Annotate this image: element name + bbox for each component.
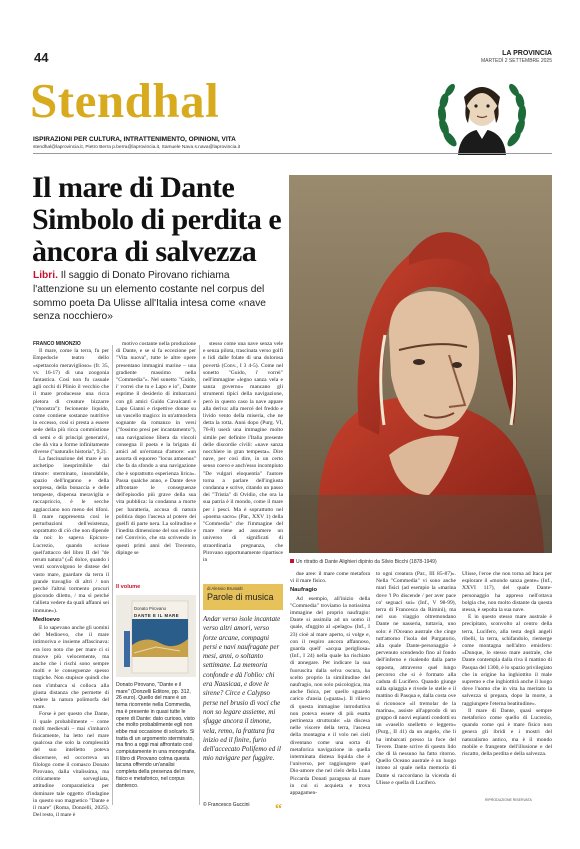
contact-emails: stendhal@laprovincia.it, Pietro Berra p.berra@laprovincia.it, Samuele Nava s.nava@laprovincia.it <box>33 145 241 150</box>
article-paragraph: La fascinazione del mare è un archetipo inesprimibile dal timore: sterminato, insondabile, spazio dell'inganno e della sorpresa, della bonaccia e delle tempeste, dispensa meraviglia e raccapriccio, è le secche aggiacciano non meno dei tifoni. Il mare rappresenta così le perturbazioni dell'esistenza, soprattutto di ciò che non dipende da noi: lo sapeva Epicuro-Lucrezio, quando scrisse quell'attacco del libro II del "de rerum natura" («È dolce, quando i venti sconvolgono le distese del vasto mare, guardare da terra il grande travaglio di altri / non perché l'altrui tormento procuri giocondo diletto, / ma sì perché t'allieta vedere da quali affanni sei immune»). <box>33 456 109 614</box>
quote-icon: “ <box>275 802 282 817</box>
caption-marker <box>290 559 294 563</box>
stendhal-portrait-logo <box>430 77 534 155</box>
article-paragraph: motivo costante nella produzione di Dante, e se si fa eccezione per "Vita nuova", tutte le altre opere presentano immagini marine – una gradiente massimo nella "Commedia"». Nel sonetto "Guido, i' vorrei che tu e Lapo e io", Dante esprime il desiderio di imbarcarsi con gli amici Guido Cavalcanti e Lapo Gianni e rispettive donne su un vascello magico: in un'atmosfera sognante da romanzo in versi ("fossimo presi per incantamento"), una navigazione libera da vincoli consegna il poeta e la brigata di amici ad un'erranza d'amore: «un assorta di equoreo "locus amoenus" che fa da sfondo a una navigazione che è soprattutto esperienza lirica». Passa qualche anno, e Dante deve affrontare le conseguenze dell'episodio più grave della sua vita pubblica: la condanna a morte per baratteria, accusa di natura politica dopo l'ascesa al potere dei guelfi di parte nera. La solitudine e l'inedita dimensione del suo esilio e nel Convivio, che sta scrivendo in questi primi anni del Trecento, dipinge se <box>116 341 196 556</box>
newspaper-date: MARTEDÌ 2 SETTEMBRE 2025 <box>480 58 552 64</box>
photo-caption-text: Un ritratto di Dante Alighieri dipinto da Silvio Bicchi (1878-1949) <box>296 559 437 565</box>
page-header-bar <box>34 50 552 68</box>
book-cover-panel <box>116 595 196 677</box>
article-paragraph: stesso come una nave senza vele e senza pilota, trascinata verso golfi e lidi dalle folate di una dolorosa povertà (Conv., I 3 4-5). Come nel sonetto "Guido, i' vorrei" nell'immagine «legno sanza vela e sanza governo» mancano gli strumenti tipici della navigazione, però in questo caso la nave appare alla deriva: alla mercé del freddo e livido vento della miseria, che ne detta la rotta. Anni dopo (Purg. VI, 76-8) userà una immagine molto simile per definire l'Italia presente delle discordie civili: «nave sanza nocchiere in gran tempesta». Dire nave, per così dire, in un certo senso coevo e anch'esso incompiuto "De vulgari eloquentia" l'autore torna a parlare dell'ingiusta condanna e scrive, citando un passo dei "Tristia" di Ovidio, che ora la sua patria è il mondo, come il mare per i pesci. Ma è soprattutto nel «poema sacro» (Par., XXV 1) della "Commedia" che l'immagine del mare viene ad assumere un universo di significati di straordinaria pregnanza, che Pirovano opportunamente ripartisce in <box>203 341 283 564</box>
poem-section-title: Parole di musica <box>207 592 274 602</box>
section-tagline: ISPIRAZIONI PER CULTURA, INTRATTENIMENTO, OPINIONI, VITA <box>33 136 236 143</box>
article-paragraph: Ulisse, l'eroe che non torna ad Itaca per esplorare il «mondo sanza gente» (Inf., XXVI 117), del quale Dante-personaggio ha appreso nell'ottava bolgia che, non molto distante da questa stessa, è sepolta la sua nave. <box>462 571 552 614</box>
rights-notice: RIPRODUZIONE RISERVATA <box>485 798 532 802</box>
article-deck <box>33 269 283 324</box>
newspaper-name: LA PROVINCIA <box>502 50 552 57</box>
deck-text: Il saggio di Donato Pirovano richiama l'attenzione su un elemento costante nel corpus del sommo poeta Da Ulisse all'Italia intesa come «nave senza nocchiero» <box>33 270 266 323</box>
article-column-2 <box>116 341 196 564</box>
section-title: Stendhal <box>30 73 220 128</box>
column-divider <box>199 345 200 805</box>
column-divider <box>112 345 113 805</box>
page-number: 44 <box>34 50 49 65</box>
dante-portrait-photo <box>289 175 552 553</box>
photo-caption <box>290 559 552 565</box>
article-subheading: Medioevo <box>33 616 60 623</box>
poem-signature: © Francesco Guccini <box>203 802 250 808</box>
poem-text: Andar verso isole incantate verso altri amori, verso forze arcane, compagni persi e navi naufragate per mesi, anni, o soltanto settimane. La memoria confonde e dà l'oblio: chi era Nausicaa, e dove le sirene? Circe e Calypso perse nel brusio di voci che non so legare assieme, mi sfugge ancora il timone, vela, remo, la frattura fra inizio ed il finire, furio dell'accecato Polifemo ed il mio navigare per fuggire. <box>203 615 281 763</box>
book-cover-title: DANTE E IL MARE <box>134 613 180 618</box>
deck-kicker: Libri. <box>33 270 58 281</box>
article-column-3 <box>203 341 283 564</box>
poem-author-label: di Alessio Brunialti <box>207 586 243 591</box>
article-paragraph: Ad esempio, all'inizio della "Commedia" troviamo la notissima immagine del proprio naufragio: Dante si assimila ad un uomo il quale, sfuggito al «pelago» (Inf., I 23) cioè al mare aperto, si volge e, con il respiro ancora affannoso, guarda quell' «acqua perigliosa» (Inf., I 24) nella quale ha rischiato di annegare. Per indicare la sua fuoruscita dalla selva oscura, ha scelto proprio la similitudine del naufragio, non solo psicologica, ma anche fisica, per quello sguardo carico d'ansia («guata»). Il rilievo di questa immagine introduttiva non poteva essere di più esatta pertinenza strutturale: «la discesa nelle viscere della terra, l'ascesa della montagna e il volo nei cieli diventano come una sorta di metaforica navigazione in quella interminata distesa liquida che è l'universo, per raggiungere quel Dio-amore che nel cielo della Luna Piccarda Donati paragona al mare in cui si acquieta e trova appagamen- <box>290 595 370 797</box>
article-paragraph: E in questo stesso mare australe è precipitato, sconvolto al centro della terra, Lucifero, alla testa degli angeli ribelli, la terra, schifandolo, riemerge come montagna nell'altro emisfero: «Dunque, lo stesso mare australe, che Dante contempla dalla riva il mattino di Pasqua del 1300, è lo spazio privilegiato che in origine ha inghiottito il male supremo e che inghiottirà anche il luogo dove l'uomo che in vita ha meritato la salvezza si prepara, dopo la morte, a raggiungere l'eterna beatitudine». <box>462 614 552 707</box>
article-paragraph: E lo sapevano anche gli uomini del Medioevo, che il mare intimoriva e insieme affascinava: era loro noto che per mare ci si muove più velocemente, ma anche che i rischi sono sempre molti e le conseguenze spesso tragiche. Non stupisce quindi che non s'imbarca si colloca alla giusta distanza che permette di vedere la natura polimorfa del mare. <box>33 624 109 711</box>
book-description: Donato Pirovano, "Dante e il mare" (Donzelli Editore, pp. 312, 26 euro). Quello del mare è un tema ricorrente nella Commedia, ma è presente in quasi tutte le opere di Dante: dato curioso, visto che molto probabilmente egli non ebbe mai occasione di solcarlo. Si tratta di un argomento sterminato, ma fino a oggi mai affrontato così compiutamente in una monografia. Il libro di Pirovano colma questa lacuna offrendo un'analisi completa della presenza del mare, fisico e metaforico, nel corpus dantesco. <box>116 682 196 789</box>
article-subheading: Naufragio <box>290 587 318 594</box>
article-column-5 <box>376 571 456 806</box>
article-column-6 <box>462 571 552 806</box>
article-paragraph: due aree: il mare come metafora vi il mare fisico. <box>290 571 370 585</box>
book-sidebar-label: Il volume <box>116 584 141 590</box>
article-column-4 <box>290 571 370 806</box>
book-cover-author: Donato Pirovano <box>134 606 167 611</box>
article-paragraph: to ogni creatura (Par., III 85-87)». Nella "Commedia" vi sono anche mari fisici (ad esempio la «marina dove 'l Po discende / per aver pace co' seguaci sui» (Inf., V 98-99), terra di Francesca da Rimini), ma nel suo viaggio oltremondano Dante ne nasseria, tuttavia, uno solo: è l'Oceano australe che cinge tutt'attorno l'isola del Purgatorio, alla quale Dante-personaggio è pervenuto scendendo fino al fondo dell'inferno e risalendo dalla parte opposta, attraverso quel lungo percorso che si è formato alla caduta di Lucifero. Quando giunge sulla spiaggia e rivede le stelle e il mattino di Pasqua e, dalla costa ove si riconosce «il tremolar de la marina», assiste all'approdo di un gruppo di nuovi espianti condotti su un «vasello snelletto e leggero» (Purg., II 41) da un angelo, che li ha imbarcati presso la foce del Tevere. Dante scrive di questo lido che di là nessuno ha fatto ritorno. Quello Oceano australe è un luogo intono al quale nella memoria di Dante si raccordano la vicenda di Ulisse e quella di Lucifero. <box>376 571 456 786</box>
poem-header <box>203 584 283 610</box>
header-divider <box>33 153 552 154</box>
article-column-1 <box>33 341 109 819</box>
article-paragraph: Il mare di Dante, quasi sempre metaforico come quello di Lucrezio, quando come qui è mare fisico non genera gli ibridi e i mostri del naturalismo antico, ma è il mondo mobile e frangente dell'illusione e del riscatto, della perdita e della salvezza. <box>462 707 552 758</box>
article-byline: FRANCO MINONZIO <box>33 341 81 347</box>
article-paragraph: Forse è per questo che Dante, il quale probabilmente – come molti medievali – mai s'imbarcò fisicamente, ha letto nel mare qualcosa che solo la complessità del suo intelletto poteva discernere, ed occorreva un filologo come il comasco Donato Pirovano, dalla vitalissima, ma criticamente sorvegliata, attitudine comparatistica per dominare tale oggetto d'indagine in questo suo magnetico "Dante e il mare" (Roma, Donzelli, 2025). Del resto, il mare è <box>33 711 109 819</box>
article-paragraph: Il mare, come la terra, fu per Empedocle teatro dello «spettacolo meraviglioso» (fr. 35, vv. 16-17) di una zoogonia fantastica. Così non fu casuale agli occhi di Plinio il vecchio che il mare producesse una ricca pletora di creature bizzarre ("monstra"): fecionente liquido, come contiene sostanze nutritive in eccesso, così si presta a essere sede della più ricca commistione di semi e di principi generativi, che dà vita a forme infinitamente diverse ("naturalis historia", 9,2). <box>33 348 109 456</box>
article-headline: Il mare di Dante Simbolo di perdita e àncora di salvezza <box>32 171 282 268</box>
